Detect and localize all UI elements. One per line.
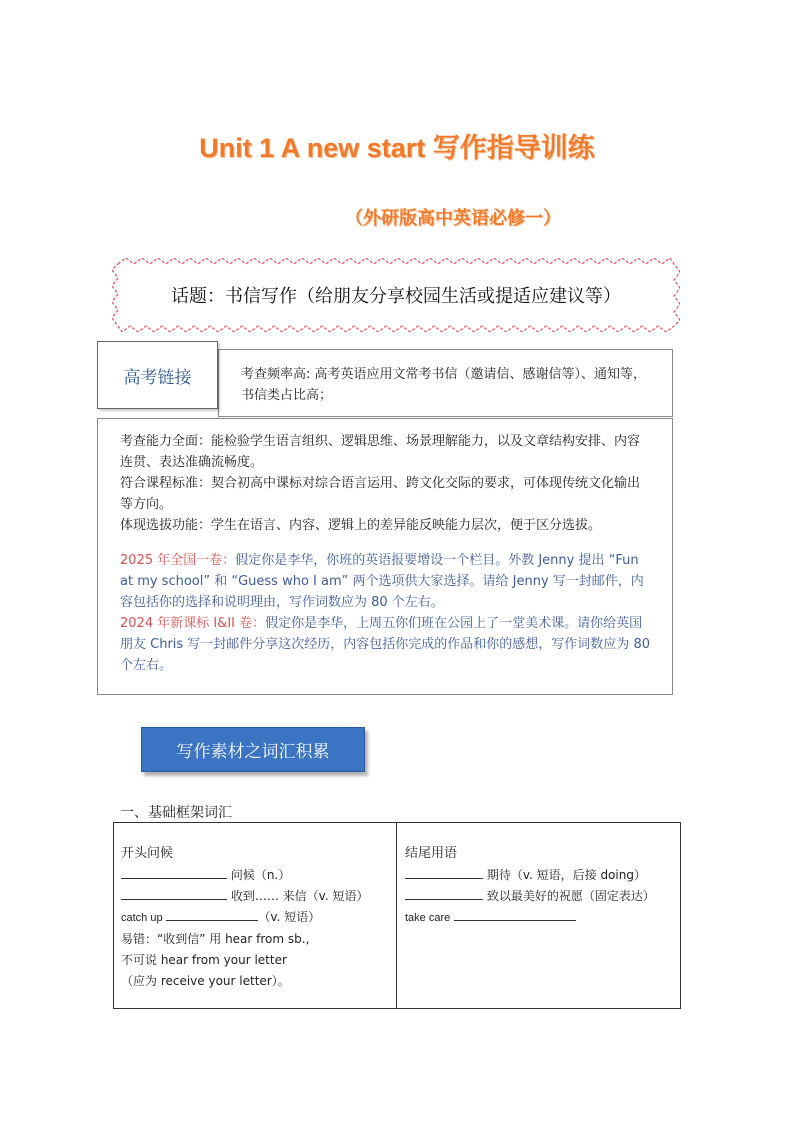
vocab-col-closing	[397, 823, 680, 1008]
ability-paragraph-2: 符合课程标准：契合初高中课标对综合语言运用、跨文化交际的要求，可体现传统文化输出等方向。	[120, 476, 641, 512]
ability-paragraph-3: 体现选拔功能：学生在语言、内容、逻辑上的差异能反映能力层次，便于区分选拔。	[120, 518, 602, 533]
exam-2025-text: 假定你是李华，你班的英语报要增设一个栏目。外教 Jenny 提出 “Fun at my school” 和 “Guess who I am” 两个选项供大家选择。请给 Jenny 写一封邮件，内容包括你的选择和说明理由，写作词数应为 80 个左右。	[120, 553, 644, 610]
exam-2025	[120, 550, 650, 613]
ability-box	[97, 418, 673, 695]
closing-heading: 结尾用语	[405, 846, 458, 861]
closing-line-3-prefix: take care	[405, 912, 451, 924]
gaokao-frequency: 考查频率高: 高考英语应用文常考书信（邀请信、感谢信等）、通知等，书信类占比高；	[218, 349, 673, 417]
answer-blank[interactable]	[121, 865, 227, 879]
topic-text: 话题：书信写作（给朋友分享校园生活或提适应建议等）	[171, 286, 621, 307]
page-title: Unit 1 A new start 写作指导训练	[199, 133, 595, 163]
answer-blank[interactable]	[405, 865, 483, 879]
opening-line-6: （应为 receive your letter）。	[121, 974, 290, 988]
answer-blank[interactable]	[166, 907, 258, 921]
opening-line-3	[121, 907, 396, 929]
closing-line-3	[405, 907, 680, 929]
section-banner: 写作素材之词汇积累	[141, 727, 365, 772]
opening-line-5: 不可说 hear from your letter	[121, 953, 287, 967]
opening-line-3-label: （v. 短语）	[258, 910, 321, 924]
answer-blank[interactable]	[405, 886, 483, 900]
closing-line-1	[405, 865, 680, 886]
closing-line-1-label: 期待（v. 短语，后接 doing）	[486, 868, 646, 882]
exam-2024	[120, 613, 650, 676]
exam-2024-text: 假定你是李华，上周五你们班在公园上了一堂美术课。请你给英国朋友 Chris 写一封邮件分享这次经历，内容包括你完成的作品和你的感想，写作词数应为 80 个左右。	[120, 616, 650, 673]
exam-2024-year: 2024 年新课标 Ⅰ&II 卷：	[120, 616, 266, 631]
answer-blank[interactable]	[121, 886, 227, 900]
page-subtitle: （外研版高中英语必修一）	[345, 208, 561, 229]
closing-line-2	[405, 886, 680, 907]
vocab-table	[113, 822, 681, 1009]
vocab-col-opening	[114, 823, 397, 1008]
opening-line-2-label: 收到…… 来信（v. 短语）	[230, 889, 369, 903]
opening-line-4: 易错：“收到信” 用 hear from sb.,	[121, 932, 310, 946]
answer-blank[interactable]	[454, 907, 576, 921]
opening-line-1	[121, 865, 396, 886]
closing-line-2-label: 致以最美好的祝愿（固定表达）	[486, 889, 655, 903]
exam-2025-year: 2025 年全国一卷：	[120, 553, 236, 568]
opening-line-1-label: 问候（n.）	[230, 868, 291, 882]
ability-paragraph-1: 考查能力全面：能检验学生语言组织、逻辑思维、场景理解能力，以及文章结构安排、内容连贯、表达准确流畅度。	[120, 434, 641, 470]
section-heading: 一、基础框架词汇	[120, 805, 232, 821]
opening-line-2	[121, 886, 396, 907]
gaokao-label: 高考链接	[97, 341, 218, 409]
opening-line-3-prefix: catch up	[121, 912, 163, 924]
opening-heading: 开头问候	[121, 846, 174, 861]
